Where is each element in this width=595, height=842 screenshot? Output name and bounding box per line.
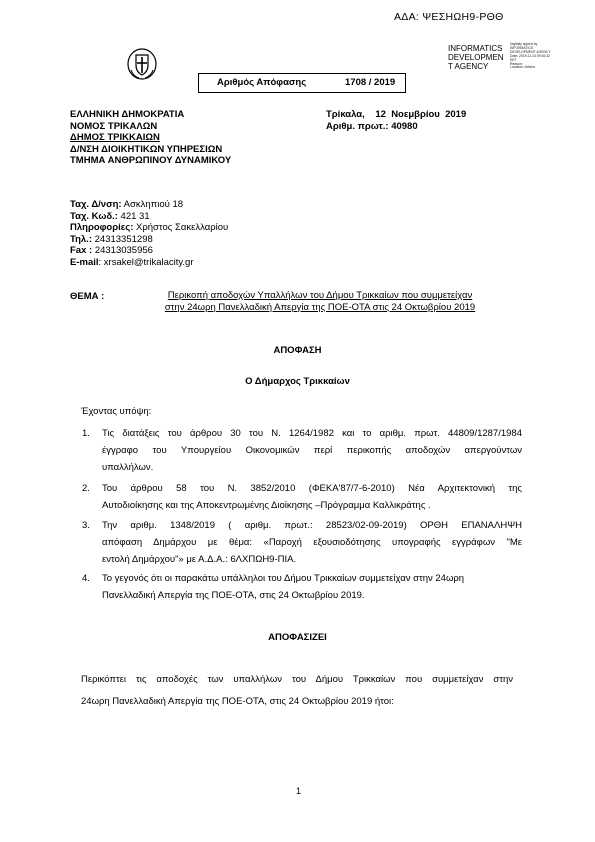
decision-title: ΑΠΟΦΑΣΗ: [273, 345, 322, 356]
item-text: [102, 517, 522, 568]
item-line: Το γεγονός ότι οι παρακάτω υπάλληλοι του Δήμου Τρικκαίων συμμετείχαν στην 24ωρη: [102, 573, 465, 584]
decides-title: ΑΠΟΦΑΣΙΖΕΙ: [268, 632, 327, 643]
item-number: 4.: [82, 573, 90, 584]
subject-line: Περικοπή αποδοχών Υπαλλήλων του Δήμου Τρικκαίων που συμμετείχαν: [167, 290, 473, 301]
item-text: [102, 480, 522, 514]
contact-postcode: [70, 211, 228, 223]
contact-label: Τηλ.:: [70, 233, 92, 245]
subject-line: στην 24ωρη Πανελλαδική Απεργία της ΠΟΕ-ΟΤΑ στις 24 Οκτωβρίου 2019: [164, 301, 476, 313]
item-line: Πανελλαδική Απεργία της ΠΟΕ-ΟΤΑ, στις 24 Οκτωβρίου 2019.: [102, 590, 365, 601]
contact-label: Πληροφορίες:: [70, 222, 134, 233]
subject-text: [125, 290, 515, 313]
contact-label: Fax :: [70, 245, 93, 256]
item-line: Την αριθμ. 1348/2019 ( αριθμ. πρωτ.: 28523/02-09-2019) ΟΡΘΗ ΕΠΑΝΑΛΗΨΗ: [102, 520, 522, 531]
contact-address: [70, 199, 228, 211]
item-line: Αυτοδιοίκησης και της Αποκεντρωμένης Διοίκησης –Πρόγραμμα Καλλικράτης .: [102, 500, 431, 511]
decision-line: 24ωρη Πανελλαδική Απεργία της ΠΟΕ-ΟΤΑ, στις 24 Οκτωβρίου 2019 ήτοι:: [81, 696, 394, 707]
item-text: [102, 570, 522, 604]
header-line-municipality: ΔΗΜΟΣ ΤΡΙΚΚΑΙΩΝ: [70, 132, 160, 143]
contact-phone: [70, 234, 228, 246]
decision-number-label: Αριθμός Απόφασης: [217, 77, 307, 88]
signature-detail-line: Digitally signed by: [510, 42, 538, 46]
signature-details: [510, 43, 558, 70]
item-line: Του άρθρου 58 του Ν. 3852/2010 (ΦΕΚΑ'87/7-6-2010) Νέα Αρχιτεκτονική της: [102, 483, 522, 494]
header-line: ΝΟΜΟΣ ΤΡΙΚΑΛΩΝ: [70, 120, 158, 132]
contact-value: : xrsakel@trikalacity.gr: [98, 256, 194, 268]
item-line: έγγραφο του Υπουργείου Οικονομικών περί περικοπής αποδοχών απεργούντων: [102, 445, 522, 456]
item-line: Τις διατάξεις του άρθρου 30 του Ν. 1264/1982 και το αριθμ. πρωτ. 44809/1287/1984: [102, 428, 522, 439]
greek-emblem-icon: [127, 48, 157, 80]
mayor-title: Ο Δήμαρχος Τρικκαίων: [245, 376, 350, 387]
header-line: ΤΜΗΜΑ ΑΝΘΡΩΠΙΝΟΥ ΔΥΝΑΜΙΚΟΥ: [70, 155, 232, 166]
date-protocol: [326, 109, 466, 132]
decision-number-value: 1708 / 2019: [345, 77, 396, 88]
having-regard-label: Έχοντας υπόψη:: [81, 406, 152, 417]
signature-detail-line: Location: Athens: [510, 65, 536, 70]
contact-email: [70, 257, 228, 269]
header-line: ΕΛΛΗΝΙΚΗ ΔΗΜΟΚΡΑΤΙΑ: [70, 109, 185, 120]
contact-value: 24313035956: [92, 245, 153, 256]
protocol-number: Αριθμ. πρωτ.: 40980: [326, 120, 418, 132]
place-date: Τρίκαλα, 12 Νοεμβρίου 2019: [326, 109, 467, 120]
signature-agency-name: [448, 44, 508, 71]
contact-label: Ταχ. Κωδ.:: [70, 210, 118, 222]
signature-detail-line: DEVELOPMENT AGENCY: [510, 49, 551, 54]
item-text: [102, 425, 522, 476]
signature-agency-line: T AGENCY: [448, 62, 489, 71]
ada-code: ΑΔΑ: ΨΕΣΗΩΗ9-ΡΘΘ: [394, 11, 504, 23]
item-line: απόφαση Δημάρχου με θέμα: «Παροχή εξουσιοδότησης υπογραφής εγγράφων "Με: [102, 537, 522, 548]
item-line: εντολή Δημάρχου"» με Α.Δ.Α.: 6ΛΧΠΩΗ9-ΠΙΑ.: [102, 554, 297, 565]
contact-value: Ασκληπιού 18: [121, 199, 184, 210]
decision-text: [81, 669, 513, 713]
subject-label: ΘΕΜΑ :: [70, 291, 105, 302]
signature-agency-line: DEVELOPMEN: [448, 53, 504, 62]
page-number: 1: [296, 786, 302, 796]
contact-label: Ταχ. Δ/νση:: [70, 199, 122, 210]
contact-info: [70, 222, 228, 234]
contact-block: [70, 199, 228, 268]
item-line: υπαλλήλων.: [102, 462, 154, 473]
contact-label: E-mail: [70, 256, 99, 268]
contact-value: Χρήστος Σακελλαρίου: [133, 222, 229, 233]
item-number: 2.: [82, 483, 90, 494]
item-number: 3.: [82, 520, 90, 531]
signature-detail-line: EET: [510, 57, 517, 62]
header-line: Δ/ΝΣΗ ΔΙΟΙΚΗΤΙΚΩΝ ΥΠΗΡΕΣΙΩΝ: [70, 143, 223, 155]
signature-detail-line: Date: 2019.11.13 09:45:32: [510, 53, 550, 58]
decision-line: Περικόπτει τις αποδοχές των υπαλλήλων του Δήμου Τρικκαίων που συμμετείχαν στην: [81, 674, 513, 685]
signature-detail-line: Reason:: [510, 61, 523, 66]
signature-agency-line: INFORMATICS: [448, 44, 503, 53]
contact-value: 24313351298: [92, 233, 153, 245]
contact-fax: [70, 245, 228, 257]
issuer-header: [70, 109, 231, 167]
decision-number-box: [198, 73, 406, 93]
item-number: 1.: [82, 428, 90, 439]
signature-detail-line: INFORMATICS: [510, 45, 534, 50]
contact-value: 421 31: [117, 210, 150, 222]
